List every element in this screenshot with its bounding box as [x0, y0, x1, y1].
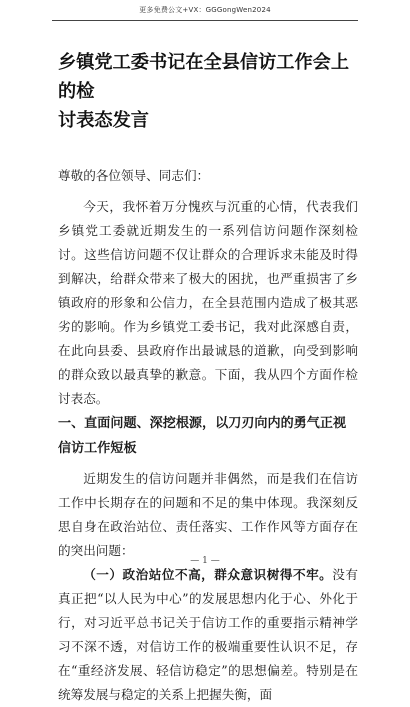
paragraph-section-1: 近期发生的信访问题并非偶然，而是我们在信访工作中长期存在的问题和不足的集中体现。我深刻反思自身在政治站位、责任落实、工作作风等方面存在的突出问题： — [58, 471, 358, 558]
title-line-1: 乡镇党工委书记在全县信访工作会上的检 — [58, 52, 350, 102]
subsection-heading-1: （一）政治站位不高，群众意识树得不牢。 — [83, 567, 333, 582]
page-number: — 1 — — [190, 556, 220, 566]
title-line-2: 讨表态发言 — [58, 110, 149, 131]
salutation: 尊敬的各位领导、同志们： — [58, 168, 210, 183]
paragraph-intro: 今天，我怀着万分愧疚与沉重的心情，代表我们乡镇党工委就近期发生的一系列信访问题作深刻检讨。这些信访问题不仅让群众的合理诉求未能及时得到解决，给群众带来了极大的困扰，也严重损害了乡镇政府的形象和公信力，在全县范围内造成了极其恶劣的影响。作为乡镇党工委书记，我对此深感自责，在此向县委、县政府作出最诚恳的道歉，向受到影响的群众致以最真挚的歉意。下面，我从四个方面作检讨表态。 — [58, 199, 358, 406]
paragraph-subsection-1 — [58, 563, 358, 707]
document-title — [58, 48, 358, 135]
document-body — [58, 48, 358, 707]
header-divider — [52, 20, 358, 21]
subsection-1-text: 没有真正把“以人民为中心”的发展思想内化于心、外化于行，对习近平总书记关于信访工作的重要指示精神学习不深不透，对信访工作的极端重要性认识不足，存在“重经济发展、轻信访稳定”的思想偏差。特别是在统筹发展与稳定的关系上把握失衡，面 — [58, 567, 359, 702]
header-note: 更多免费公文+VX：GGGongWen2024 — [139, 6, 271, 14]
section-heading-1: 一、直面问题、深挖根源，以刀刃向内的勇气正视信访工作短板 — [58, 416, 347, 456]
